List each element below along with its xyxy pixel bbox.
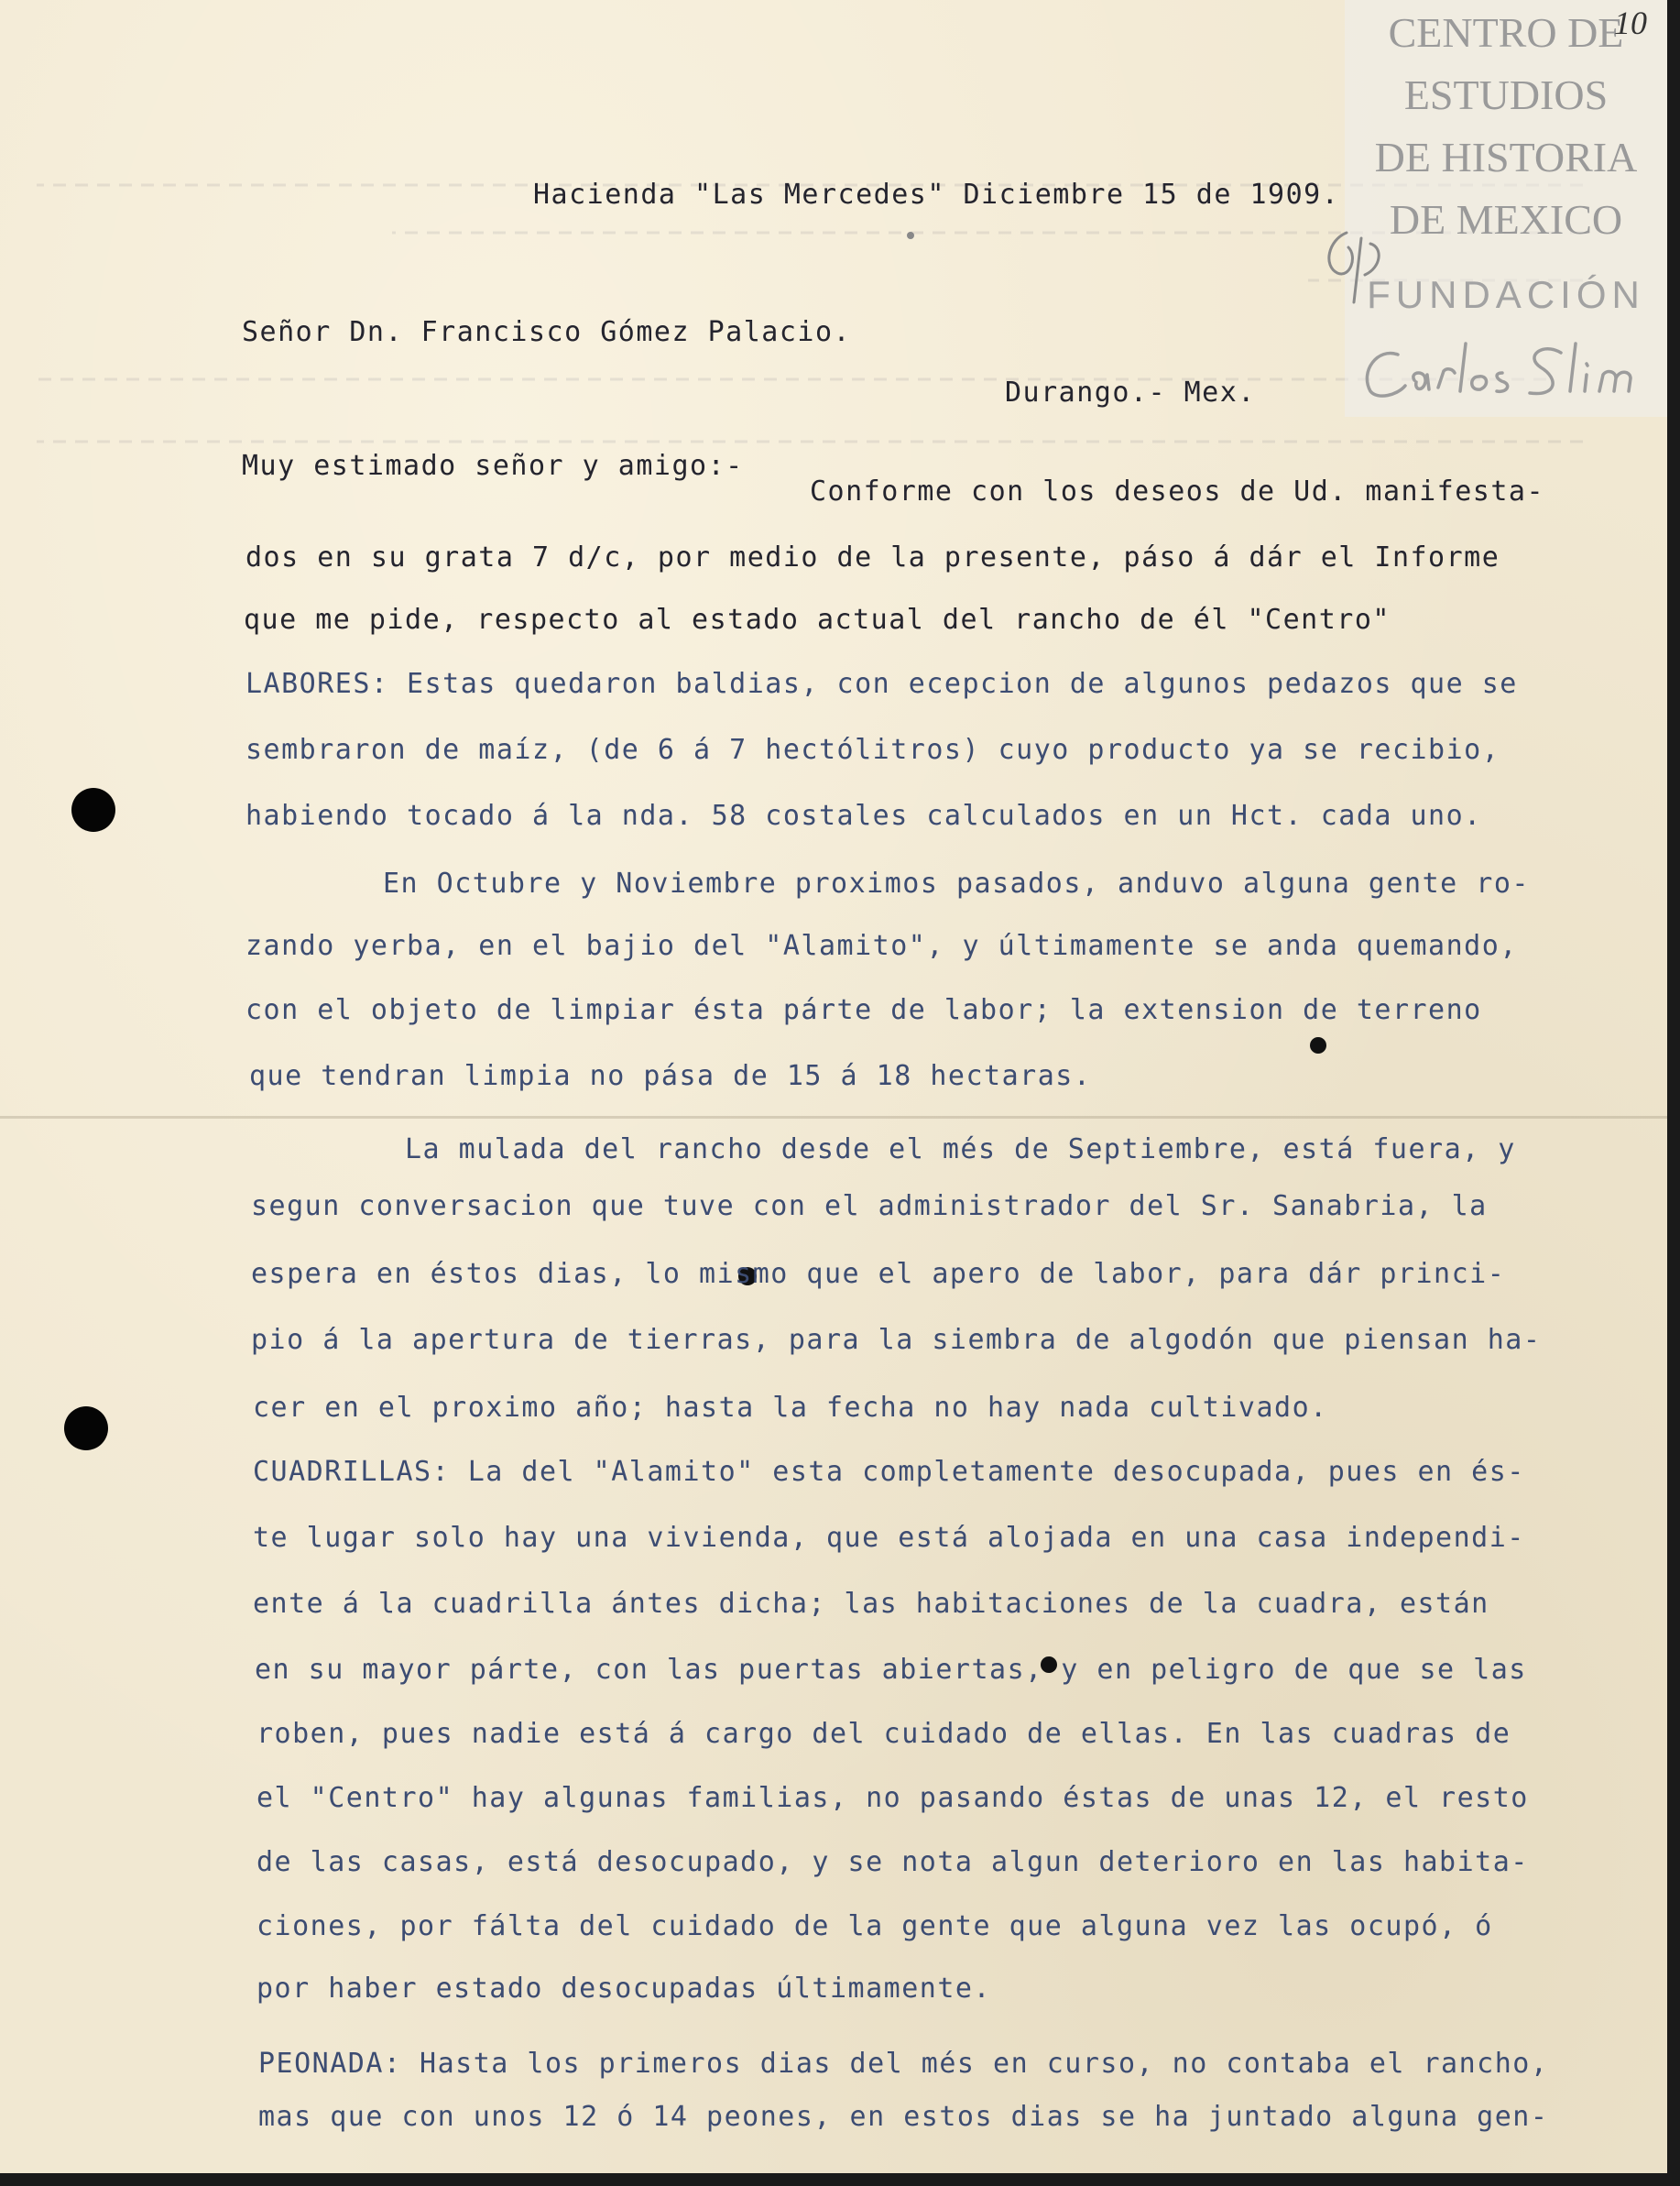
body-line: pio á la apertura de tierras, para la siembra de algodón que piensan ha- bbox=[251, 1327, 1542, 1356]
body-line: cer en el proximo año; hasta la fecha no hay nada cultivado. bbox=[253, 1392, 1328, 1424]
addressee-name: Señor Dn. Francisco Gómez Palacio. bbox=[242, 316, 852, 348]
body-line: que tendran limpia no pása de 15 á 18 hectaras. bbox=[249, 1060, 1092, 1092]
body-line: dos en su grata 7 d/c, por medio de la presente, páso á dár el Informe bbox=[245, 544, 1500, 574]
pen-annotation-mark bbox=[1310, 220, 1392, 321]
body-line: ente á la cuadrilla ántes dicha; las habitaciones de la cuadra, están bbox=[253, 1590, 1489, 1620]
body-line: roben, pues nadie está á cargo del cuidado de ellas. En las cuadras de bbox=[256, 1721, 1511, 1750]
watermark-line-3: DE HISTORIA bbox=[1374, 134, 1638, 180]
binder-hole-bottom bbox=[64, 1406, 108, 1450]
addressee-city: Durango.- Mex. bbox=[1005, 377, 1256, 409]
body-line: te lugar solo hay una vivienda, que está alojada en una casa independi- bbox=[253, 1525, 1525, 1554]
date-line: Hacienda "Las Mercedes" Diciembre 15 de 1909. bbox=[533, 179, 1340, 211]
body-line: La mulada del rancho desde el més de Septiembre, está fuera, y bbox=[405, 1133, 1516, 1165]
body-line: por haber estado desocupadas últimamente. bbox=[256, 1973, 992, 2005]
body-line: En Octubre y Noviembre proximos pasados, anduvo alguna gente ro- bbox=[383, 868, 1530, 900]
ink-dot bbox=[907, 232, 914, 239]
binder-hole-top bbox=[71, 788, 115, 832]
archive-watermark bbox=[1345, 0, 1667, 417]
body-line: CUADRILLAS: La del "Alamito" esta completamente desocupada, pues en és- bbox=[253, 1459, 1525, 1488]
body-line: Conforme con los deseos de Ud. manifesta- bbox=[810, 475, 1545, 508]
watermark-line-2: ESTUDIOS bbox=[1403, 71, 1609, 118]
body-line: que me pide, respecto al estado actual del rancho de él "Centro" bbox=[244, 604, 1391, 636]
body-line: espera en éstos dias, lo mismo que el apero de labor, para dár princi- bbox=[251, 1261, 1506, 1290]
body-line: de las casas, está desocupado, y se nota algun deterioro en las habita- bbox=[256, 1849, 1529, 1878]
body-line: segun conversacion que tuve con el administrador del Sr. Sanabria, la bbox=[251, 1193, 1488, 1222]
body-line: zando yerba, en el bajio del "Alamito", y últimamente se anda quemando, bbox=[245, 933, 1518, 962]
paper-fold-line bbox=[0, 1116, 1667, 1119]
watermark-line-1: CENTRO DE bbox=[1388, 9, 1624, 56]
ink-dot bbox=[1310, 1037, 1326, 1054]
watermark-fundacion: FUNDACIÓN bbox=[1367, 273, 1645, 316]
salutation: Muy estimado señor y amigo:- bbox=[242, 450, 744, 482]
body-line: PEONADA: Hasta los primeros dias del més en curso, no contaba el rancho, bbox=[258, 2050, 1549, 2080]
body-line: mas que con unos 12 ó 14 peones, en estos dias se ha juntado alguna gen- bbox=[258, 2104, 1549, 2133]
body-line: el "Centro" hay algunas familias, no pasando éstas de unas 12, el resto bbox=[256, 1785, 1529, 1814]
body-line: ciones, por fálta del cuidado de la gente que alguna vez las ocupó, ó bbox=[256, 1913, 1493, 1942]
body-line: en su mayor párte, con las puertas abiertas, y en peligro de que se las bbox=[255, 1656, 1527, 1686]
body-line: sembraron de maíz, (de 6 á 7 hectólitros) cuyo producto ya se recibio, bbox=[245, 737, 1500, 766]
body-line: con el objeto de limpiar ésta párte de labor; la extension de terreno bbox=[245, 997, 1482, 1026]
folio-number: 10 bbox=[1614, 5, 1647, 41]
watermark-line-4: DE MEXICO bbox=[1389, 196, 1623, 243]
body-line: LABORES: Estas quedaron baldias, con ecepcion de algunos pedazos que se bbox=[245, 671, 1518, 700]
body-line: habiendo tocado á la nda. 58 costales calculados en un Hct. cada uno. bbox=[245, 800, 1482, 832]
carlos-slim-signature-logo bbox=[1350, 334, 1662, 408]
